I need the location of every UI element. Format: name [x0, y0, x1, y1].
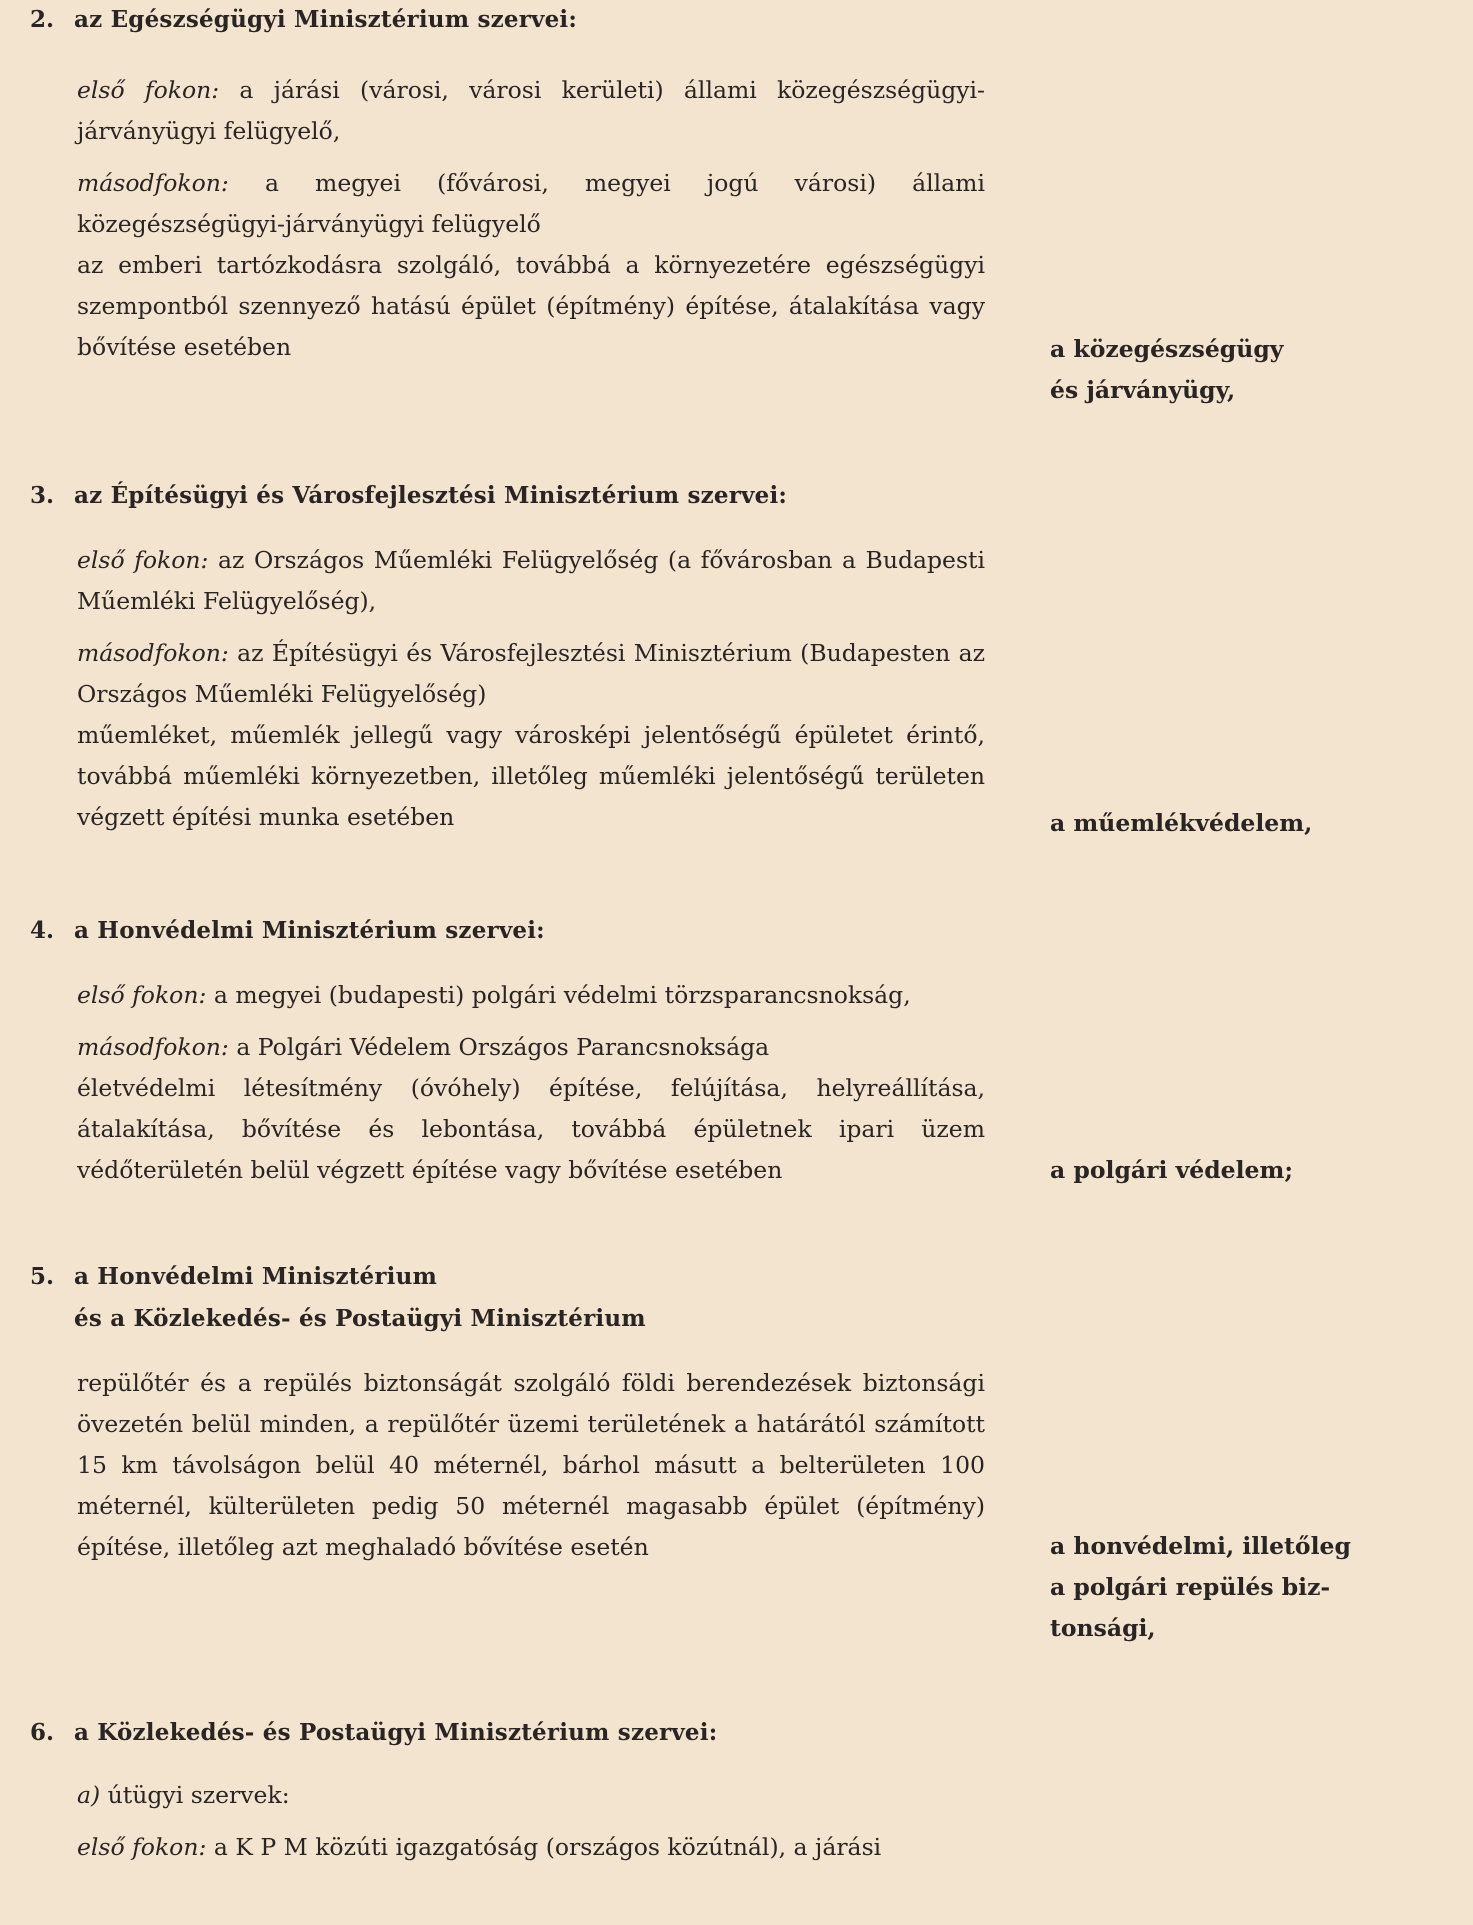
section-title-line: a Honvédelmi Minisztérium: [74, 1263, 438, 1290]
scope-paragraph: életvédelmi létesítmény (óvóhely) építése, felújítása, helyreállítása, átalakítása, bővítése és lebontása, továbbá épületnek ipari üzem védőterületén belül végzett építése vagy bővítése esetében: [77, 1074, 985, 1184]
first-instance-label: első fokon:: [77, 1833, 207, 1861]
first-instance-text: a K P M közúti igazgatóság (országos közútnál), a járási: [213, 1833, 882, 1861]
section-number: 3.: [30, 482, 55, 509]
section-title-line: és a Közlekedés- és Postaügyi Minisztérium: [74, 1305, 646, 1332]
section-body: [77, 975, 985, 1191]
second-instance-paragraph: [77, 163, 985, 245]
section-number: 2.: [30, 6, 55, 33]
second-instance-text: a Polgári Védelem Országos Parancsnoksága: [236, 1033, 770, 1061]
sub-item-label: a): [77, 1781, 101, 1809]
section-number: 5.: [30, 1263, 55, 1290]
section-side-note: [1050, 803, 1380, 844]
section-side-note: [1050, 1150, 1380, 1191]
side-note-line: és járványügy,: [1050, 376, 1236, 404]
first-instance-text: a járási (városi, városi kerületi) állami közegészségügyi-járványügyi felügyelő,: [77, 76, 985, 145]
section-body: [77, 540, 985, 838]
section-body: [77, 1363, 985, 1568]
side-note-line: a polgári védelem;: [1050, 1156, 1293, 1184]
second-instance-label: másodfokon:: [77, 169, 229, 197]
section-side-note: [1050, 329, 1380, 411]
first-instance-text: az Országos Műemléki Felügyelőség (a fővárosban a Budapesti Műemléki Felügyelőség),: [77, 546, 985, 615]
section-title: az Építésügyi és Városfejlesztési Minisztérium szervei:: [74, 482, 788, 509]
section-number: 6.: [30, 1719, 55, 1746]
section-title: a Honvédelmi Minisztérium szervei:: [74, 917, 545, 944]
section-title: az Egészségügyi Minisztérium szervei:: [74, 6, 578, 33]
first-instance-label: első fokon:: [77, 546, 209, 574]
sub-item-paragraph: [77, 1775, 985, 1816]
sub-item-text: útügyi szervek:: [107, 1781, 290, 1809]
scope-paragraph: műemléket, műemlék jellegű vagy városképi jelentőségű épületet érintő, továbbá műemléki környezetben, illetőleg műemléki jelentőségű területen végzett építési munka esetében: [77, 721, 985, 831]
side-note-line: a műemlékvédelem,: [1050, 809, 1313, 837]
second-instance-label: másodfokon:: [77, 1033, 229, 1061]
side-note-line: a közegészségügy: [1050, 335, 1284, 363]
side-note-line: a honvédelmi, illetőleg: [1050, 1532, 1351, 1560]
section-number: 4.: [30, 917, 55, 944]
section-side-note: [1050, 1526, 1380, 1649]
section-body: [77, 70, 985, 368]
side-note-line: a polgári repülés biz-: [1050, 1573, 1331, 1601]
first-instance-paragraph: [77, 975, 985, 1016]
first-instance-label: első fokon:: [77, 76, 220, 104]
second-instance-paragraph: [77, 633, 985, 715]
section-body: [77, 1775, 985, 1868]
section-title: a Közlekedés- és Postaügyi Minisztérium szervei:: [74, 1719, 718, 1746]
first-instance-text: a megyei (budapesti) polgári védelmi törzsparancsnokság,: [213, 981, 911, 1009]
second-instance-paragraph: [77, 1027, 985, 1068]
first-instance-paragraph: [77, 540, 985, 622]
scope-paragraph: az emberi tartózkodásra szolgáló, továbbá a környezetére egészségügyi szempontból szennyező hatású épület (építmény) építése, átalakítása vagy bővítése esetében: [77, 251, 985, 361]
first-instance-paragraph: [77, 1827, 985, 1868]
second-instance-text: a megyei (fővárosi, megyei jogú városi) állami közegészségügyi-járványügyi felügyelő: [77, 169, 985, 238]
scope-paragraph: repülőtér és a repülés biztonságát szolgáló földi berendezések biztonsági övezetén belül minden, a repülőtér üzemi területének a határától számított 15 km távolságon belül 40 méternél, bárhol másutt a belterületen 100 méternél, külterületen pedig 50 méternél magasabb épület (építmény) építése, illetőleg azt meghaladó bővítése esetén: [77, 1369, 985, 1561]
first-instance-paragraph: [77, 70, 985, 152]
second-instance-text: az Építésügyi és Városfejlesztési Minisztérium (Budapesten az Országos Műemléki Felügyelőség): [77, 639, 985, 708]
first-instance-label: első fokon:: [77, 981, 207, 1009]
side-note-line: tonsági,: [1050, 1614, 1156, 1642]
second-instance-label: másodfokon:: [77, 639, 229, 667]
